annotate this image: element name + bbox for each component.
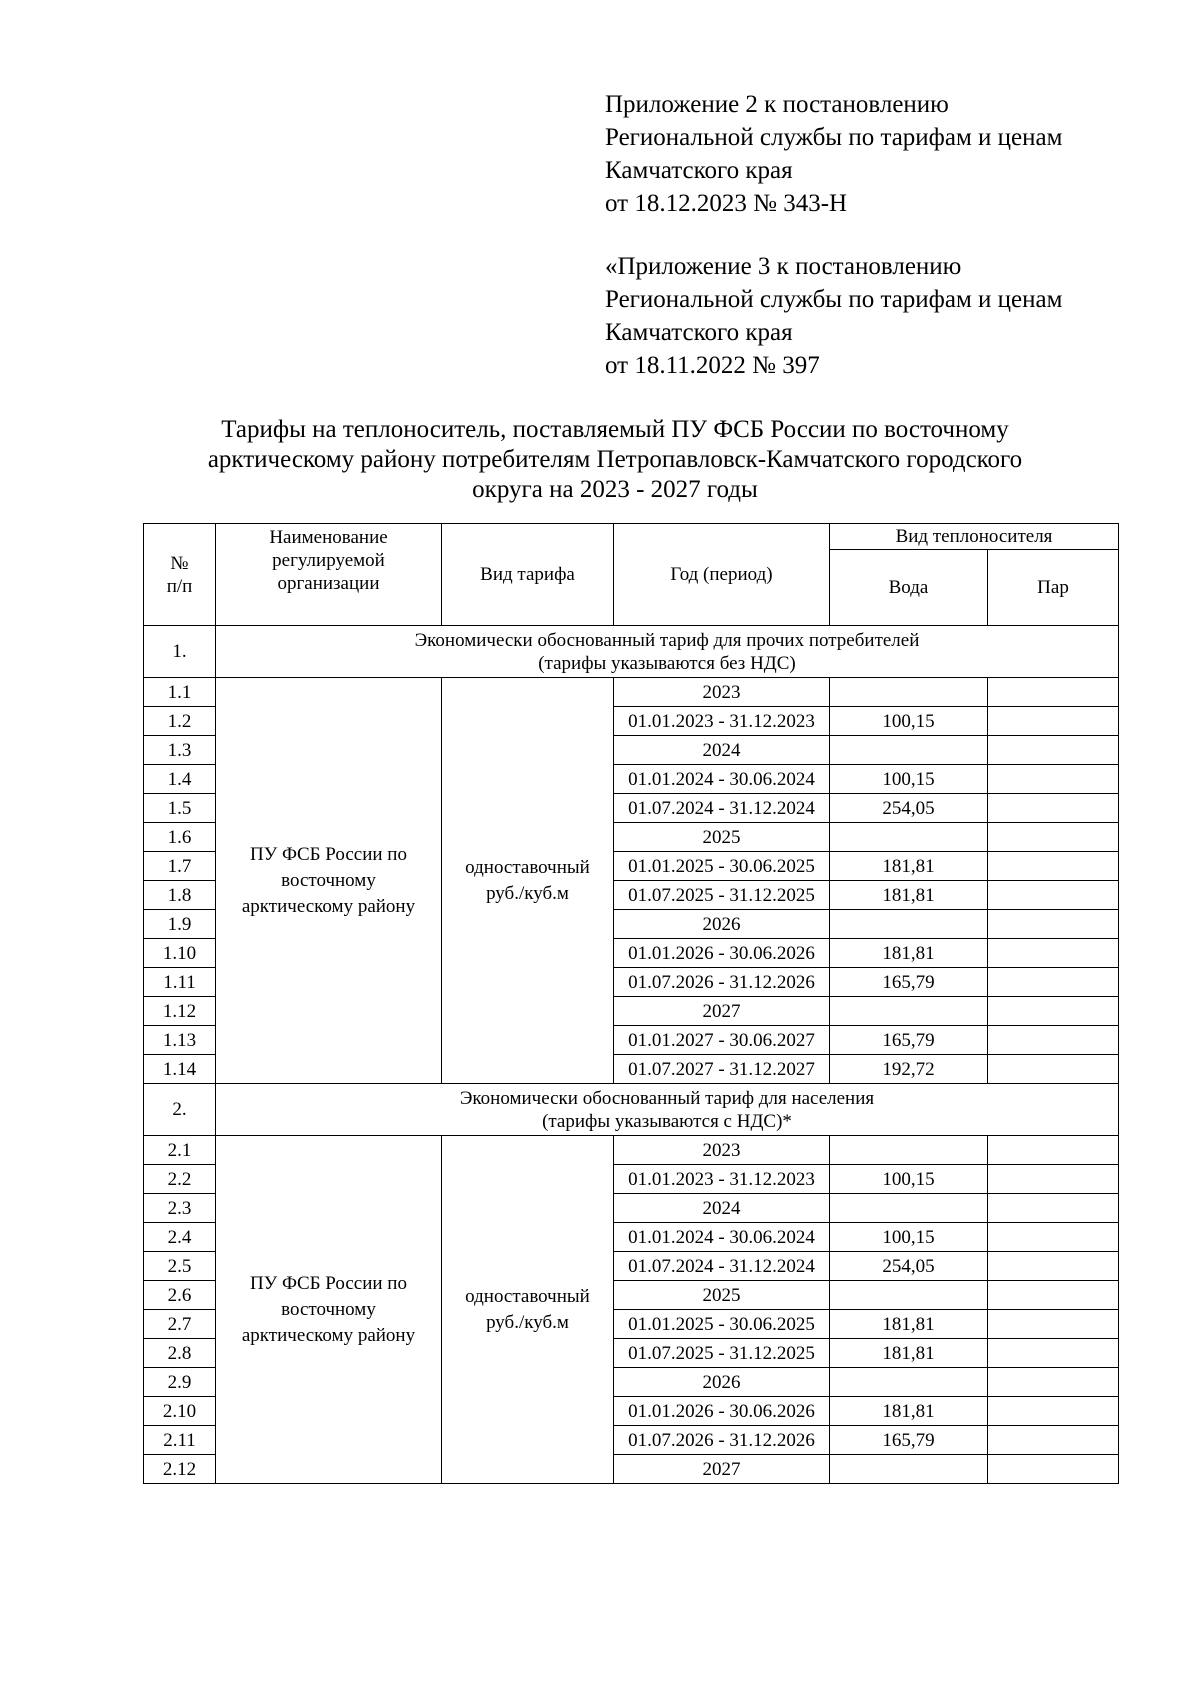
row-number: 1.7 — [144, 852, 216, 881]
header-water: Вода — [830, 550, 988, 626]
steam-tariff-cell — [988, 1136, 1119, 1165]
year-cell: 2027 — [614, 1455, 830, 1484]
tariff-table — [143, 523, 1119, 1484]
annex-previous — [605, 250, 1062, 382]
row-number: 1.4 — [144, 765, 216, 794]
period-cell: 01.01.2027 - 30.06.2027 — [614, 1026, 830, 1055]
header-period: Год (период) — [614, 524, 830, 626]
annex-line: от 18.11.2022 № 397 — [605, 352, 820, 379]
organization-line: восточному — [281, 1298, 376, 1320]
annex-line: Приложение 2 к постановлению — [605, 91, 949, 118]
water-tariff-cell: 181,81 — [830, 1397, 988, 1426]
period-cell: 01.07.2024 - 31.12.2024 — [614, 1252, 830, 1281]
period-cell: 01.07.2024 - 31.12.2024 — [614, 794, 830, 823]
row-number: 2.4 — [144, 1223, 216, 1252]
row-number: 2.7 — [144, 1310, 216, 1339]
water-tariff-cell — [830, 1136, 988, 1165]
row-number: 1.14 — [144, 1055, 216, 1084]
steam-tariff-cell — [988, 910, 1119, 939]
row-number: 1.2 — [144, 707, 216, 736]
header-org-line: Наименование — [269, 527, 388, 548]
row-number: 2.12 — [144, 1455, 216, 1484]
row-number: 1.1 — [144, 678, 216, 707]
organization-line: восточному — [281, 869, 376, 891]
water-tariff-cell — [830, 736, 988, 765]
title-line: арктическому району потребителям Петропавловск-Камчатского городского — [207, 446, 1023, 473]
organization-line: арктическому району — [241, 895, 416, 917]
water-tariff-cell: 165,79 — [830, 968, 988, 997]
organization-line: ПУ ФСБ России по — [250, 843, 407, 865]
water-tariff-cell — [830, 823, 988, 852]
header-tariff-type: Вид тарифа — [442, 524, 614, 626]
tariff-type-line: одноставочный — [465, 856, 590, 878]
steam-tariff-cell — [988, 1055, 1119, 1084]
steam-tariff-cell — [988, 1194, 1119, 1223]
section-title — [216, 1084, 1119, 1136]
water-tariff-cell: 254,05 — [830, 1252, 988, 1281]
steam-tariff-cell — [988, 1368, 1119, 1397]
row-number: 2.11 — [144, 1426, 216, 1455]
annex-current — [605, 88, 1062, 220]
steam-tariff-cell — [988, 823, 1119, 852]
organization-line: арктическому району — [241, 1324, 416, 1346]
steam-tariff-cell — [988, 1281, 1119, 1310]
water-tariff-cell: 181,81 — [830, 939, 988, 968]
section-header-row — [144, 1084, 1119, 1136]
water-tariff-cell: 100,15 — [830, 1223, 988, 1252]
row-number: 1.10 — [144, 939, 216, 968]
row-number: 2.6 — [144, 1281, 216, 1310]
water-tariff-cell — [830, 997, 988, 1026]
row-number: 1.5 — [144, 794, 216, 823]
steam-tariff-cell — [988, 736, 1119, 765]
water-tariff-cell: 181,81 — [830, 852, 988, 881]
year-cell: 2023 — [614, 1136, 830, 1165]
water-tariff-cell: 192,72 — [830, 1055, 988, 1084]
water-tariff-cell: 100,15 — [830, 1165, 988, 1194]
row-number: 2.10 — [144, 1397, 216, 1426]
section-title — [216, 626, 1119, 678]
annex-line: Камчатского края — [605, 157, 793, 184]
row-number: 2.3 — [144, 1194, 216, 1223]
period-cell: 01.07.2026 - 31.12.2026 — [614, 1426, 830, 1455]
steam-tariff-cell — [988, 939, 1119, 968]
row-number: 1.8 — [144, 881, 216, 910]
tariff-type-line: руб./куб.м — [486, 1311, 569, 1333]
steam-tariff-cell — [988, 881, 1119, 910]
title-line: округа на 2023 - 2027 годы — [472, 476, 758, 503]
year-cell: 2027 — [614, 997, 830, 1026]
annex-line: Региональной службы по тарифам и ценам — [605, 124, 1063, 151]
steam-tariff-cell — [988, 1223, 1119, 1252]
section-header-row — [144, 626, 1119, 678]
water-tariff-cell: 181,81 — [830, 1339, 988, 1368]
tariff-type — [442, 678, 614, 1084]
year-cell: 2025 — [614, 823, 830, 852]
annex-line: от 18.12.2023 № 343-Н — [605, 190, 848, 217]
steam-tariff-cell — [988, 1310, 1119, 1339]
water-tariff-cell — [830, 1194, 988, 1223]
row-number: 1.6 — [144, 823, 216, 852]
period-cell: 01.01.2025 - 30.06.2025 — [614, 852, 830, 881]
row-number: 1.11 — [144, 968, 216, 997]
row-number: 2.9 — [144, 1368, 216, 1397]
period-cell: 01.07.2026 - 31.12.2026 — [614, 968, 830, 997]
row-number: 2.8 — [144, 1339, 216, 1368]
header-steam: Пар — [988, 550, 1119, 626]
annex-line: Камчатского края — [605, 319, 793, 346]
water-tariff-cell — [830, 678, 988, 707]
header-carrier-group: Вид теплоносителя — [830, 524, 1119, 550]
steam-tariff-cell — [988, 1426, 1119, 1455]
organization-name — [216, 678, 442, 1084]
header-num-line: № — [170, 552, 189, 574]
water-tariff-cell — [830, 1455, 988, 1484]
period-cell: 01.07.2025 - 31.12.2025 — [614, 1339, 830, 1368]
period-cell: 01.01.2025 - 30.06.2025 — [614, 1310, 830, 1339]
year-cell: 2025 — [614, 1281, 830, 1310]
period-cell: 01.01.2023 - 31.12.2023 — [614, 1165, 830, 1194]
annex-line: Региональной службы по тарифам и ценам — [605, 286, 1063, 313]
period-cell: 01.01.2024 - 30.06.2024 — [614, 765, 830, 794]
water-tariff-cell — [830, 1281, 988, 1310]
section-number: 1. — [144, 626, 216, 678]
steam-tariff-cell — [988, 1026, 1119, 1055]
row-number: 2.2 — [144, 1165, 216, 1194]
water-tariff-cell: 254,05 — [830, 794, 988, 823]
table-row — [144, 1136, 1119, 1165]
row-number: 2.5 — [144, 1252, 216, 1281]
row-number: 1.3 — [144, 736, 216, 765]
row-number: 1.9 — [144, 910, 216, 939]
year-cell: 2026 — [614, 910, 830, 939]
section-title-line: Экономически обоснованный тариф для населения — [459, 1087, 875, 1109]
period-cell: 01.01.2026 - 30.06.2026 — [614, 1397, 830, 1426]
organization-line: ПУ ФСБ России по — [250, 1272, 407, 1294]
annex-line: «Приложение 3 к постановлению — [605, 253, 962, 280]
row-number: 2.1 — [144, 1136, 216, 1165]
steam-tariff-cell — [988, 997, 1119, 1026]
header-org — [216, 524, 442, 626]
steam-tariff-cell — [988, 707, 1119, 736]
row-number: 1.12 — [144, 997, 216, 1026]
water-tariff-cell — [830, 1368, 988, 1397]
water-tariff-cell: 165,79 — [830, 1426, 988, 1455]
steam-tariff-cell — [988, 1397, 1119, 1426]
steam-tariff-cell — [988, 1455, 1119, 1484]
period-cell: 01.01.2024 - 30.06.2024 — [614, 1223, 830, 1252]
organization-name — [216, 1136, 442, 1484]
section-title-line: (тарифы указываются с НДС)* — [542, 1110, 792, 1132]
period-cell: 01.01.2023 - 31.12.2023 — [614, 707, 830, 736]
steam-tariff-cell — [988, 1252, 1119, 1281]
tariff-type-line: руб./куб.м — [486, 882, 569, 904]
period-cell: 01.07.2025 - 31.12.2025 — [614, 881, 830, 910]
period-cell: 01.07.2027 - 31.12.2027 — [614, 1055, 830, 1084]
water-tariff-cell: 165,79 — [830, 1026, 988, 1055]
tariff-type-line: одноставочный — [465, 1285, 590, 1307]
section-number: 2. — [144, 1084, 216, 1136]
period-cell: 01.01.2026 - 30.06.2026 — [614, 939, 830, 968]
document-title — [130, 415, 1100, 505]
header-org-line: организации — [277, 573, 380, 594]
steam-tariff-cell — [988, 794, 1119, 823]
tariff-type — [442, 1136, 614, 1484]
row-number: 1.13 — [144, 1026, 216, 1055]
water-tariff-cell: 181,81 — [830, 881, 988, 910]
steam-tariff-cell — [988, 678, 1119, 707]
header-num — [144, 524, 216, 626]
year-cell: 2026 — [614, 1368, 830, 1397]
section-title-line: (тарифы указываются без НДС) — [538, 652, 796, 674]
steam-tariff-cell — [988, 765, 1119, 794]
table-row — [144, 678, 1119, 707]
steam-tariff-cell — [988, 1165, 1119, 1194]
steam-tariff-cell — [988, 852, 1119, 881]
water-tariff-cell: 100,15 — [830, 765, 988, 794]
water-tariff-cell: 100,15 — [830, 707, 988, 736]
steam-tariff-cell — [988, 968, 1119, 997]
table-body — [144, 626, 1119, 1484]
section-title-line: Экономически обоснованный тариф для прочих потребителей — [414, 629, 920, 651]
year-cell: 2024 — [614, 1194, 830, 1223]
water-tariff-cell: 181,81 — [830, 1310, 988, 1339]
title-line: Тарифы на теплоноситель, поставляемый ПУ ФСБ России по восточному — [221, 416, 1009, 443]
header-org-line: регулируемой — [272, 550, 385, 571]
water-tariff-cell — [830, 910, 988, 939]
steam-tariff-cell — [988, 1339, 1119, 1368]
header-num-line: п/п — [166, 575, 193, 597]
year-cell: 2023 — [614, 678, 830, 707]
year-cell: 2024 — [614, 736, 830, 765]
